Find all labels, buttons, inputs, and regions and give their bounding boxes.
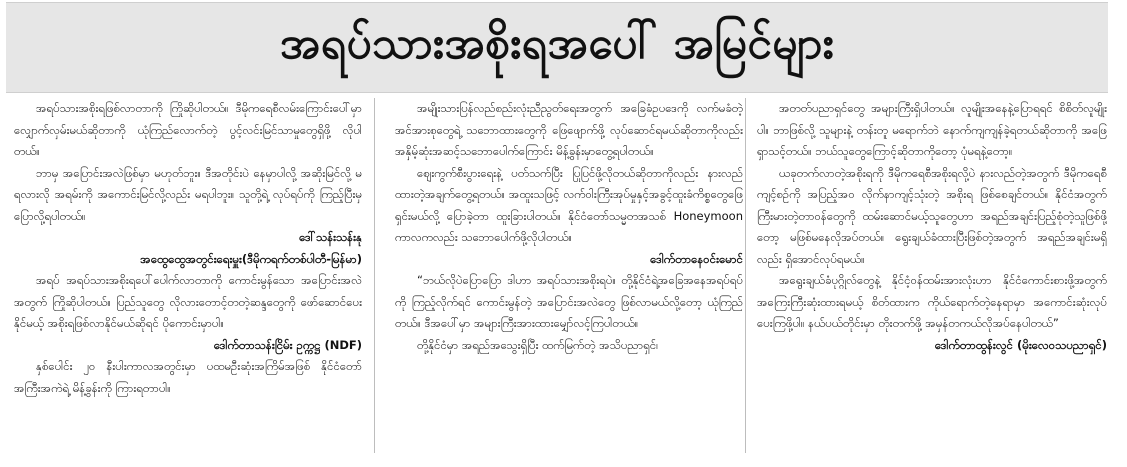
paragraph: ဘာမှ အပြောင်းအလဲဖြစ်မှာ မဟုတ်ဘူး။ ဒီအတိုင်းပဲ နေမှာပါလို့ အဆိုးမြင်လို့ မရလားလို အရမ်းကို အကောင်းမြင်လို့လည်း မရပါဘူး။ သူတို့ရဲ့ လုပ်ရပ်ကို ကြည့်ပြီးမှ ပြောလို့ရပါတယ်။: [14, 165, 362, 223]
paragraph: အတတ်ပညာရှင်တွေ အများကြီးရှိပါတယ်။ လူမျိုးအနေနဲ့ပြောရရင် စိစိတ်လူမျိုးပါ။ ဘာဖြစ်လို့ သူများနဲ့ တန်းတူ မရောက်ဘဲ နောက်ကျကျန်ခဲ့ရတယ်ဆိုတာကို အဖြေရှာသင့်တယ်။ ဘယ်သူတွေကြောင့်ဆိုတာကိုတော့ ပုံမရနဲ့တော့။: [757, 101, 1107, 158]
author-signature: ဒေါက်တာသန်းငြိမ်း ဥက္ကဋ္ဌ (NDF): [213, 337, 362, 352]
column-divider: [374, 98, 375, 453]
article-column-3: [757, 98, 1107, 463]
page-title: အရပ်သားအစိုးရအပေါ် အမြင်များ: [279, 17, 835, 69]
paragraph: အမျိုးသားပြန်လည်စည်းလုံးညီညွတ်ရေးအတွက် အခြေခံဥပဒေကို လက်မခံတဲ့အင်အားစုတွေရဲ့ သဘောထားတွေကို ဖြေဖျောက်ဖို့ လုပ်ဆောင်ရမယ်ဆိုတာကိုလည်း အနှိမ့်ဆုံးအဆင့်သဘောပေါက်ကြောင်း မိန့်ခွန်းမှာတွေ့ရပါတယ်။: [395, 101, 743, 158]
paragraph: တို့နိုင်ငံမှာ အရည်အသွေးရှိပြီး ထက်မြက်တဲ့ အသိပညာရှင်၊: [417, 337, 659, 352]
author-signature: ဒေါ်သန်းသန်းနု: [299, 230, 362, 244]
paragraph: အရပ် အရပ်သားအစိုးရပေါ်ပေါက်လာတာကို ကောင်းမွန်သော အပြောင်းအလဲအတွက် ကြိုဆိုပါတယ်။ ပြည်သူတွေ လိုလားတောင့်တတဲ့ဆန္ဒတွေကို ဖော်ဆောင်ပေးနိုင်မယ့် အစိုးရဖြစ်လာနိုင်မယ်ဆိုရင် ပိုကောင်းမှာပါ။: [14, 273, 362, 330]
author-signature: ဒေါက်တာထွန်းလွင် (မိုးလေဝသပညာရှင်): [934, 337, 1107, 352]
page-banner: [6, 2, 1108, 93]
article-column-1: [14, 98, 362, 463]
author-signature: ဒေါက်တာနေဝင်းမောင်: [650, 251, 743, 266]
paragraph: အရွေးချယ်ခံပုဂ္ဂိုလ်တွေနဲ့ နိုင်ငံ့ဝန်ထမ်းအားလုံးဟာ နိုင်ငံကောင်းစားဖို့အတွက် အကြေးကြီးဆုံးထားရမယ့် စိတ်ထားက ကိုယ်ရောက်တဲ့နေရာမှာ အကောင်းဆုံးလုပ်ပေးကြဖို့ပါ။ နယ်ပယ်တိုင်းမှာ တိုးတက်ဖို့ အမှန်တကယ်လိုအပ်နေပါတယ်”: [757, 273, 1107, 330]
paragraph: ယခုတက်လာတဲ့အစိုးရကို ဒီမိုကရေစီအစိုးရလို့ပဲ နားလည်တဲ့အတွက် ဒီမိုကရေစီကျင့်စဉ်ကို အပြည့်အဝ လိုက်နာကျင့်သုံးတဲ့ အစိုးရ ဖြစ်စေချင်တယ်။ နိုင်ငံအတွက် ကြီးမားတဲ့တာဝန်တွေကို ထမ်းဆောင်မယ့်သူတွေဟာ အရည်အချင်းပြည့်စုံတဲ့သူဖြစ်ဖို့တော့ မဖြစ်မနေလိုအပ်တယ်။ ရွေးချယ်ခံထားပြီးဖြစ်တဲ့အတွက် အရည်အချင်းမရှိလည်း ရှိအောင်လုပ်ရမယ်။: [757, 165, 1107, 266]
article-column-2: [395, 98, 743, 463]
author-affiliation: အထွေထွေအတွင်းရေးမှူး(ဒီမိုကရက်တစ်ပါတီ-မြန်မာ): [140, 251, 362, 266]
paragraph: နှစ်ပေါင်း ၂၀ နီးပါးကာလအတွင်းမှာ ပထမဦးဆုံးအကြိမ်အဖြစ် နိုင်ငံတော်အကြီးအကဲရဲ့ မိန့်ခွန်းကို ကြားရတာပါ။: [14, 359, 362, 395]
paragraph: ဈေးကွက်စီးပွားရေးနဲ့ ပတ်သက်ပြီး ပြုပြင်ဖို့လိုတယ်ဆိုတာကိုလည်း နားလည်ထားတဲ့အချက်တွေ့ရတယ်။ အထူးသဖြင့် လက်ဝါးကြီးအုပ်မှုနှင့်အခွင့်ထူးခံကိစ္စတွေဖြေရှင်းမယ်လို့ ပြောခဲ့တာ ထူးခြားပါတယ်။ နိုင်ငံတော်သမ္မတအသစ် Honeymoon ကာလကလည်း သဘောပေါက်ဖို့လိုပါတယ်။: [395, 165, 743, 244]
paragraph: “ဘယ်လိုပဲပြောပြော ဒါဟာ အရပ်သားအစိုးရပဲ။ တို့နိုင်ငံရဲ့အခြေအနေအရပ်ရပ်ကို ကြည့်လိုက်ရင် ကောင်းမွန်တဲ့ အပြောင်းအလဲတွေ ဖြစ်လာမယ်လို့တော့ ယုံကြည်တယ်။ ဒီအပေါ်မှာ အများကြီးအားထားမျှော်လင့်ကြပါတယ်။: [395, 273, 743, 330]
paragraph: အရပ်သားအစိုးရဖြစ်လာတာကို ကြိုဆိုပါတယ်။ ဒီမိုကရေစီလမ်းကြောင်းပေါ်မှာ လျှောက်လှမ်းမယ်ဆိုတာကို ယုံကြည်လောက်တဲ့ ပွင့်လင်းမြင်သာမှုတွေရှိဖို့ လိုပါတယ်။: [14, 101, 362, 158]
column-divider: [745, 98, 746, 453]
